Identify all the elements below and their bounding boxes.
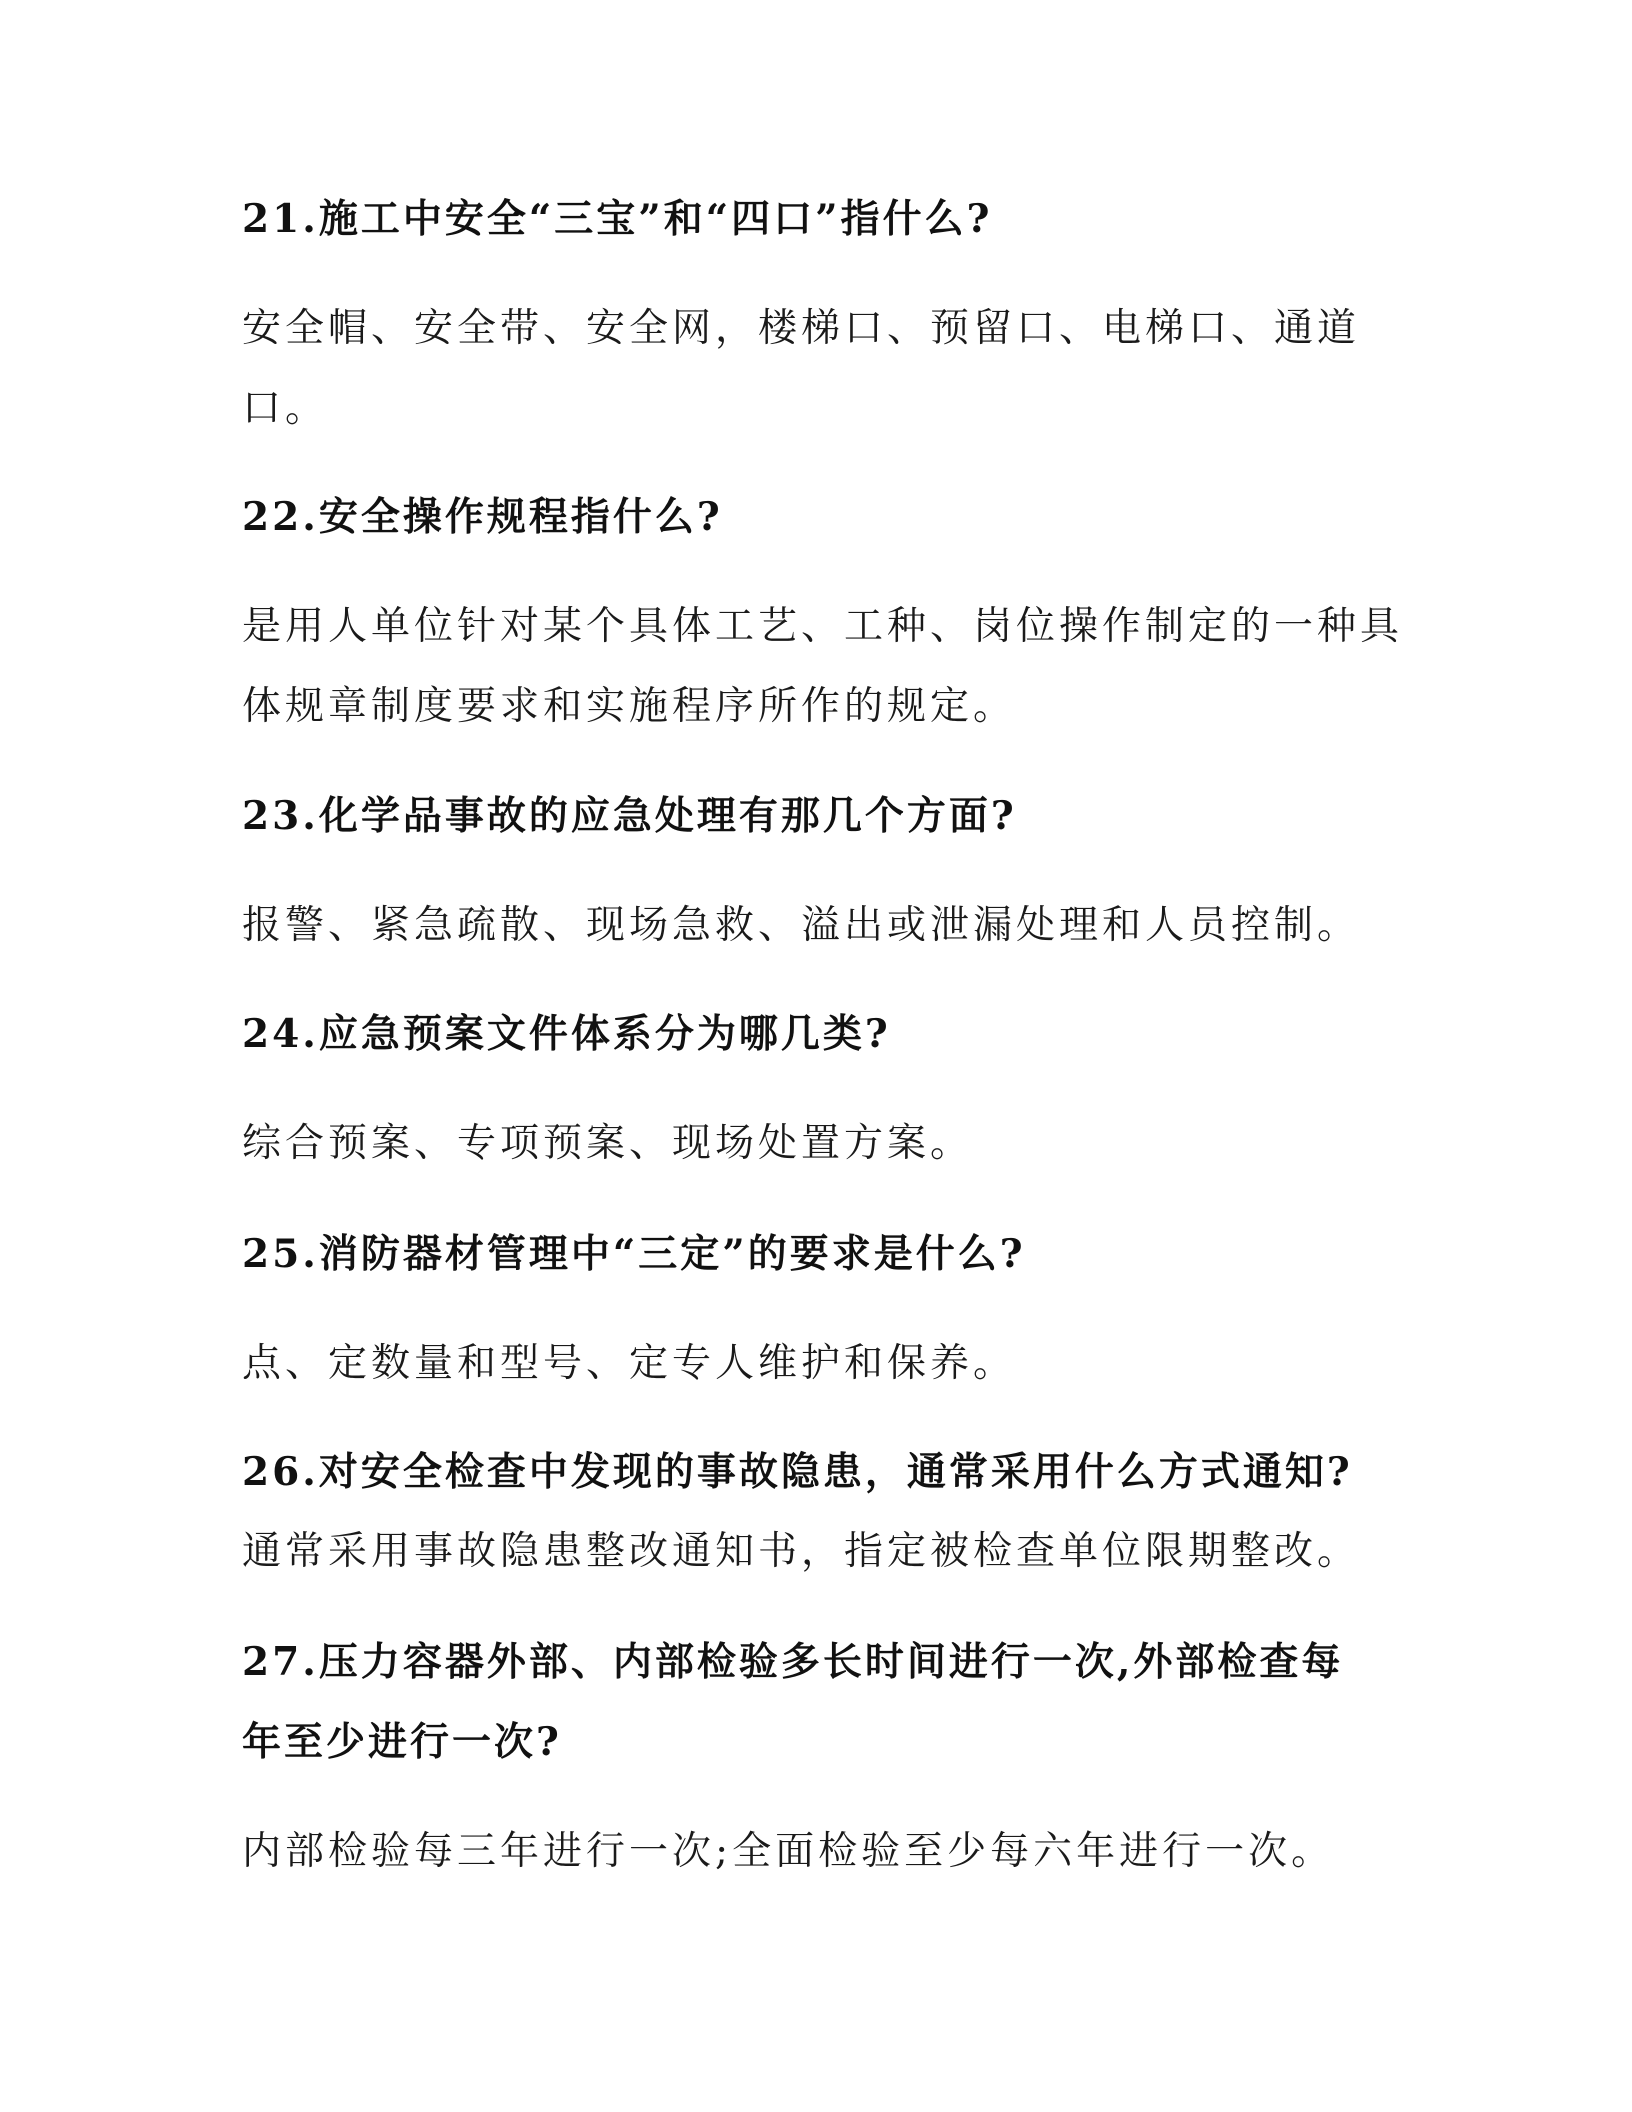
answer-24-line-1: 综合预案、专项预案、现场处置方案。 [242, 1121, 974, 1166]
answer-23-line-1: 报警、紧急疏散、现场急救、溢出或泄漏处理和人员控制。 [242, 903, 1361, 948]
question-21: 21.施工中安全“三宝”和“四口”指什么? [242, 196, 993, 242]
answer-21-line-1: 安全帽、安全带、安全网，楼梯口、预留口、电梯口、通道 [242, 306, 1361, 351]
question-22: 22.安全操作规程指什么? [242, 494, 723, 540]
answer-25-line-1: 点、定数量和型号、定专人维护和保养。 [242, 1341, 1017, 1386]
question-23: 23.化学品事故的应急处理有那几个方面? [242, 793, 1017, 839]
answer-22-line-1: 是用人单位针对某个具体工艺、工种、岗位操作制定的一种具 [242, 604, 1404, 649]
answer-22-line-2: 体规章制度要求和实施程序所作的规定。 [242, 684, 1017, 729]
answer-27-line-1: 内部检验每三年进行一次;全面检验至少每六年进行一次。 [242, 1829, 1335, 1874]
answer-21-line-2: 口。 [242, 386, 329, 431]
question-25: 25.消防器材管理中“三定”的要求是什么? [242, 1231, 1026, 1277]
answer-26-line-1: 通常采用事故隐患整改通知书，指定被检查单位限期整改。 [242, 1529, 1361, 1574]
question-26: 26.对安全检查中发现的事故隐患，通常采用什么方式通知? [242, 1449, 1353, 1495]
question-27-line-2: 年至少进行一次? [242, 1719, 562, 1765]
question-24: 24.应急预案文件体系分为哪几类? [242, 1011, 891, 1057]
question-27-line-1: 27.压力容器外部、内部检验多长时间进行一次,外部检查每 [242, 1639, 1344, 1685]
